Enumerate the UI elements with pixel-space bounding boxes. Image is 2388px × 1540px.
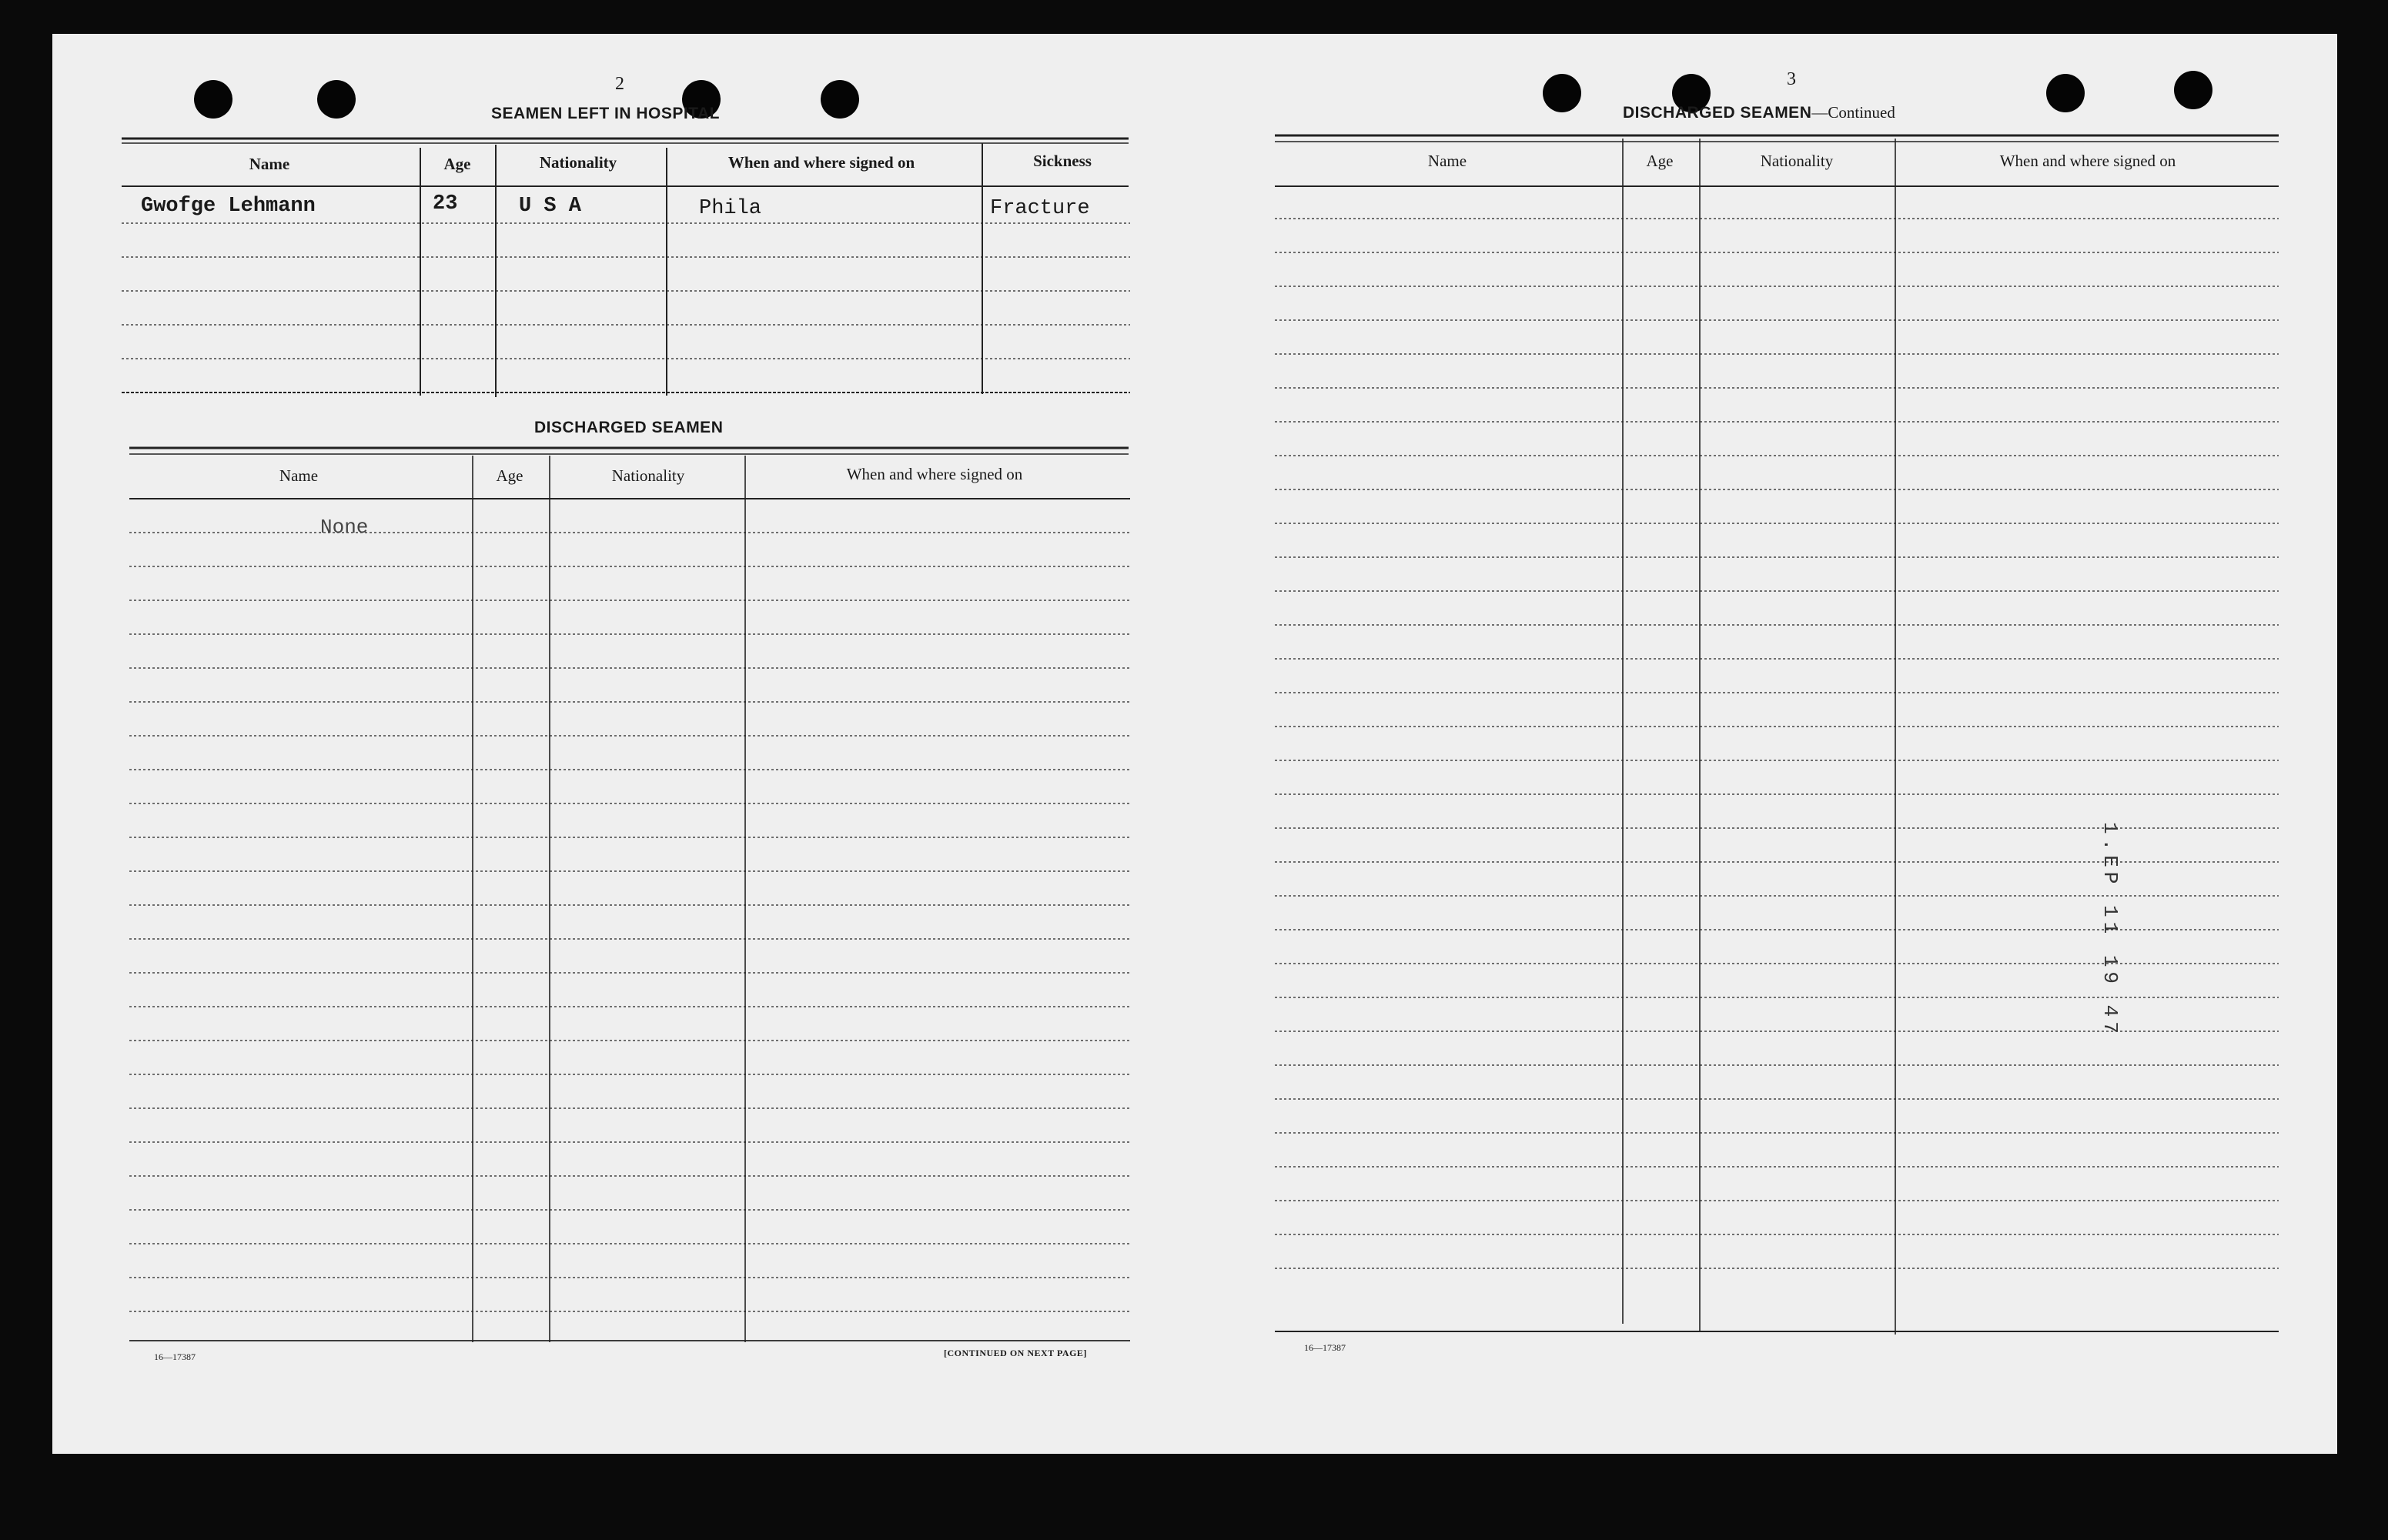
- right-page-title: [1623, 103, 1895, 122]
- form-ruling: [52, 34, 2337, 1454]
- right-header-signed-on: When and where signed on: [1999, 152, 2176, 170]
- hospital-header-name: Name: [249, 155, 290, 173]
- right-header-nationality: Nationality: [1760, 152, 1834, 170]
- right-page-number: 3: [1787, 69, 1796, 89]
- hospital-row-nationality: U S A: [519, 195, 582, 218]
- hospital-header-nationality: Nationality: [539, 153, 617, 172]
- right-header-age: Age: [1646, 152, 1674, 170]
- right-page-title-main: DISCHARGED SEAMEN: [1623, 104, 1812, 122]
- right-form-number: 16—17387: [1304, 1342, 1346, 1353]
- continued-note: [CONTINUED ON NEXT PAGE]: [944, 1348, 1087, 1358]
- left-form-number: 16—17387: [154, 1351, 196, 1362]
- discharged-section-title: DISCHARGED SEAMEN: [534, 419, 724, 436]
- discharged-header-nationality: Nationality: [611, 466, 685, 485]
- hospital-header-sickness: Sickness: [1033, 152, 1092, 170]
- document-sheet: [52, 34, 2337, 1454]
- hospital-row-sickness: Fracture: [990, 197, 1090, 220]
- discharged-row-name: None: [320, 516, 369, 539]
- left-page-number: 2: [615, 74, 624, 94]
- hospital-row-signed-on: Phila: [699, 197, 762, 220]
- hospital-section-title: SEAMEN LEFT IN HOSPITAL: [491, 105, 720, 122]
- hospital-row-age: 23: [433, 192, 458, 215]
- right-page-title-suffix: —Continued: [1811, 103, 1895, 122]
- hospital-row-name: Gwofge Lehmann: [141, 195, 316, 218]
- right-header-name: Name: [1427, 152, 1467, 170]
- date-stamp: 1.EP 11 19 47: [2099, 822, 2122, 1038]
- hospital-header-signed-on: When and where signed on: [727, 153, 915, 172]
- discharged-header-age: Age: [496, 466, 523, 485]
- hospital-header-age: Age: [443, 155, 471, 173]
- discharged-header-signed-on: When and where signed on: [846, 465, 1023, 483]
- discharged-header-name: Name: [279, 466, 319, 485]
